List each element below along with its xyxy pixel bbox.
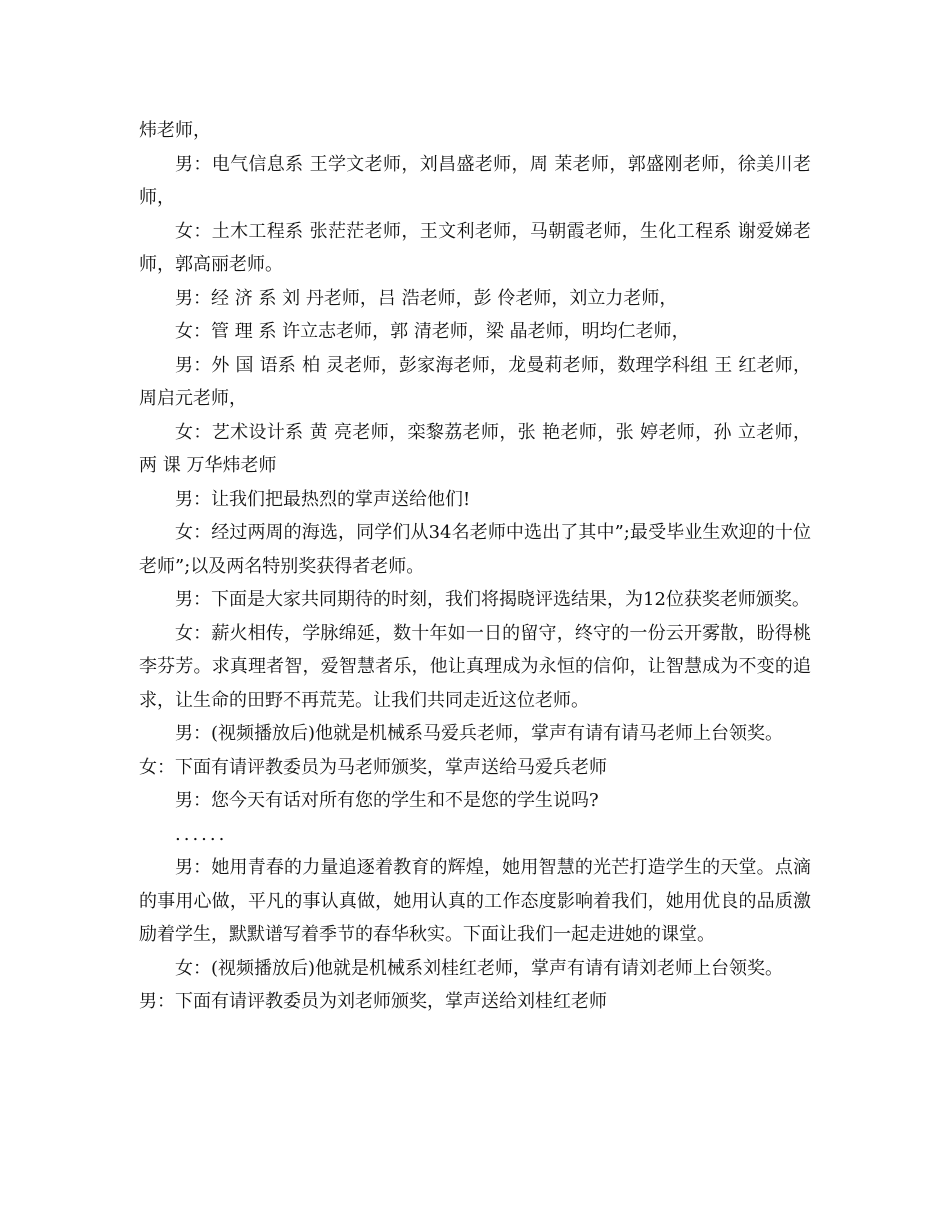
paragraph-foreign-lang-dept: 男：外 国 语系 柏 灵老师，彭家海老师，龙曼莉老师，数理学科组 王 红老师，周启元老师，: [139, 354, 811, 409]
paragraph-tribute-two: 男：她用青春的力量追逐着教育的辉煌，她用智慧的光芒打造学生的天堂。点滴的事用心做，平凡的事认真做，她用认真的工作态度影响着我们，她用优良的品质激励着学生，默默谱写着季节的春华秋实。下面让我们一起走进她的课堂。: [139, 857, 811, 945]
paragraph-award-liu: 女：(视频播放后)他就是机械系刘桂红老师，掌声有请有请刘老师上台领奖。: [175, 957, 784, 979]
paragraph-electrical-dept: 男：电气信息系 王学文老师，刘昌盛老师，周 茉老师，郭盛刚老师，徐美川老师，: [139, 153, 811, 208]
paragraph-art-dept: 女：艺术设计系 黄 亮老师，栾黎荔老师，张 艳老师，张 婷老师，孙 立老师，两 课 万华炜老师: [139, 421, 811, 476]
paragraph-award-ma: 男：(视频播放后)他就是机械系马爱兵老师，掌声有请有请马老师上台领奖。: [175, 723, 784, 744]
document-body: [139, 114, 811, 1019]
paragraph-present-ma: 女：下面有请评教委员为马老师颁奖，掌声送给马爱兵老师: [139, 756, 607, 778]
paragraph-economics-dept: 男：经 济 系 刘 丹老师，吕 浩老师，彭 伶老师，刘立力老师，: [175, 287, 678, 309]
paragraph-present-liu: 男：下面有请评教委员为刘老师颁奖，掌声送给刘桂红老师: [139, 991, 607, 1012]
paragraph-continuation: 炜老师，: [139, 120, 211, 141]
paragraph-ellipsis: ......: [175, 823, 228, 845]
paragraph-selection: 女：经过两周的海选，同学们从34名老师中选出了其中”;最受毕业生欢迎的十位老师”;以及两名特别奖获得者老师。: [139, 522, 811, 577]
paragraph-announcement: 男：下面是大家共同期待的时刻，我们将揭晓评选结果，为12位获奖老师颁奖。: [175, 589, 810, 610]
paragraph-question: 男：您今天有话对所有您的学生和不是您的学生说吗?: [175, 790, 599, 811]
paragraph-applause: 男：让我们把最热烈的掌声送给他们!: [175, 488, 471, 510]
paragraph-management-dept: 女：管 理 系 许立志老师，郭 清老师，梁 晶老师，明均仁老师，: [175, 321, 690, 342]
paragraph-civil-dept: 女：土木工程系 张茫茫老师，王文利老师，马朝霞老师，生化工程系 谢爱娣老师，郭高丽老师。: [139, 220, 811, 275]
paragraph-tribute-one: 女：薪火相传，学脉绵延，数十年如一日的留守，终守的一份云开雾散，盼得桃李芬芳。求真理者智，爱智慧者乐，他让真理成为永恒的信仰，让智慧成为不变的追求，让生命的田野不再荒芜。让我们共同走近这位老师。: [139, 622, 811, 711]
